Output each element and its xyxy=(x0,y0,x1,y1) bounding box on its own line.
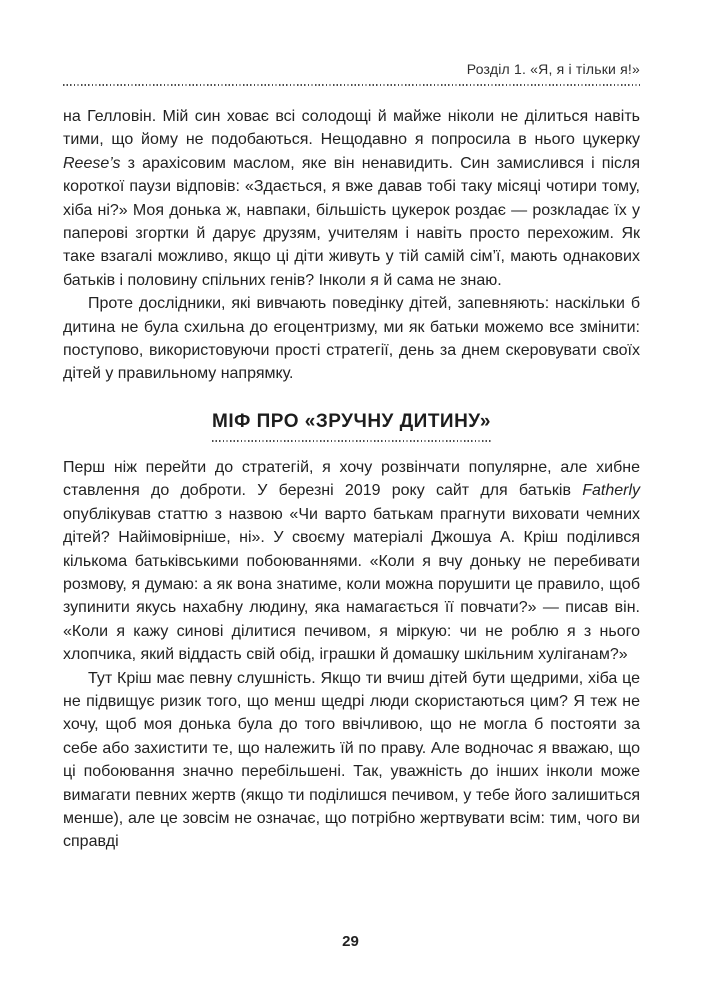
site-name-italic: Fatherly xyxy=(582,482,640,500)
paragraph-text: Перш ніж перейти до стратегій, я хочу розвінчати популярне, але хибне ставлення до доброти. У березні 2019 року сайт для батьків xyxy=(63,458,640,500)
paragraph-researchers: Проте дослідники, які вивчають поведінку дітей, запевняють: наскільки б дитина не була схильна до егоцентризму, ми як батьки можемо все змінити: поступово, використовуючи прості стратегії, день за днем скеровувати своїх дітей у правильному напрямку. xyxy=(63,295,640,383)
brand-name-italic: Reese’s xyxy=(63,154,121,172)
paragraph-text: з арахісовим маслом, яке він ненавидить. Син замислився і після короткої паузи відповів: «Здається, я вже давав тобі таку місяці чотири тому, хіба ні?» Моя донька ж, навпаки, більшість цукерок роздає — розкладає їх у паперові згортки й дарує друзям, учителям і навіть просто перехожим. Як таке взагалі можливо, якщо ці діти живуть у тій самій сім’ї, мають однакових батьків і половину спільних генів? Інколи я й сама не знаю. xyxy=(63,154,640,289)
paragraph-krish-point: Тут Кріш має певну слушність. Якщо ти вчиш дітей бути щедрими, хіба це не підвищує ризик того, що менш щедрі люди скористаються цим? Я теж не хочу, щоб моя донька була до того ввічливою, що не могла б постояти за себе або захистити те, що належить їй по праву. Але водночас я вважаю, що ці побоювання значно перебільшені. Так, уважність до інших інколи може вимагати певних жертв (якщо ти поділишся печивом, у тебе його залишиться менше), але це зовсім не означає, що потрібно жертвувати всім: тим, чого ви справді xyxy=(63,669,640,851)
page-body xyxy=(63,105,640,854)
section-heading: МІФ ПРО «ЗРУЧНУ ДИТИНУ» xyxy=(212,410,491,442)
paragraph-halloween-candy xyxy=(63,105,640,292)
page-header xyxy=(63,60,640,86)
section-heading-row xyxy=(63,410,640,442)
running-header-chapter-title: Розділ 1. «Я, я і тільки я!» xyxy=(466,61,640,77)
header-dotted-rule xyxy=(63,84,640,86)
paragraph-text: на Гелловін. Мій син ховає всі солодощі й майже ніколи не ділиться навіть тими, що йому не подобаються. Нещодавно я попросила в нього цукерку xyxy=(63,108,640,149)
paragraph-fatherly-article xyxy=(63,456,640,667)
paragraph-text: опублікував статтю з назвою «Чи варто батькам прагнути виховати чемних дітей? Найімовірніше, ні». У своєму матеріалі Джошуа А. Кріш поділився кількома батьківськими побоюваннями. «Коли я вчу доньку не перебивати розмову, я думаю: а як вона знатиме, коли можна порушити це правило, щоб зупинити якусь нахабну людину, яка намагається її повчати?» — писав він. «Коли я кажу синові ділитися печивом, я міркую: чи не роблю я з нього хлопчика, який віддасть свій обід, іграшки й домашку шкільним хуліганам?» xyxy=(63,505,640,664)
page-number: 29 xyxy=(342,933,359,950)
